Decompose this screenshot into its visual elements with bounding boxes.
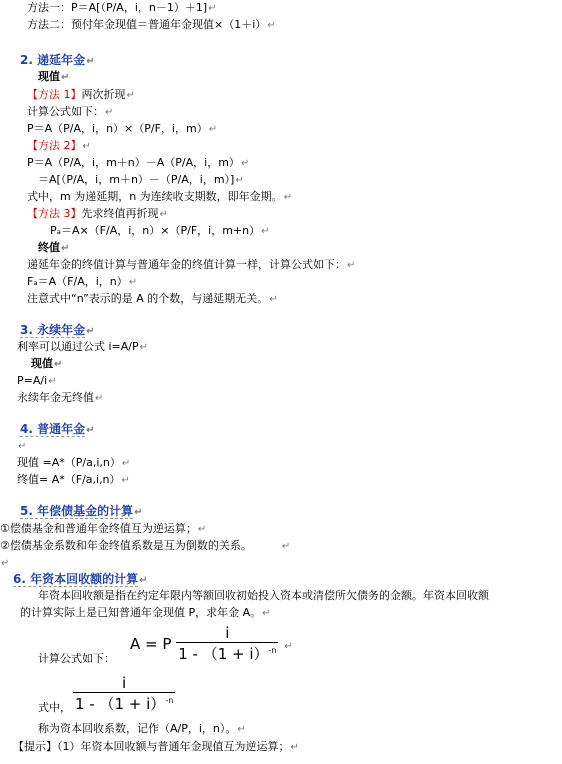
line-no-fv: 永续年金无终值↵ <box>17 391 104 404</box>
label-future-value: 终值↵ <box>38 241 70 254</box>
formula-4: Pₐ＝A×（F/A，i，n）×（P/F，i，m+n）↵ <box>50 224 270 237</box>
formula-8: 终值= A*（F/a,i,n）↵ <box>17 473 130 486</box>
capital-recovery-formula: A = P $\frac{i}{1 - (1 + i)^{-n}}$ ↵ <box>130 624 293 663</box>
line-para-2: 的计算实际上是已知普通年金现值 P，求年金 A。↵ <box>20 606 271 619</box>
line-sinking-2: ②偿债基金系数和年金终值系数是互为倒数的关系。 ↵ <box>0 539 291 552</box>
line-method-1: 方法一：P＝A[（P/A，i，n－1）＋1]↵ <box>27 1 217 14</box>
heading-capital-recovery: 6. 年资本回收额的计算↵ <box>13 572 148 586</box>
formula-3: ＝A[（P/A，i，m＋n）－（P/A，i，m）]↵ <box>38 173 244 186</box>
recovery-coefficient: $\frac{i}{1 - (1 + i)^{-n}}$ <box>75 674 174 713</box>
label-present-value: 现值↵ <box>38 70 70 83</box>
formula-5: Fₐ＝A（F/A，i，n）↵ <box>27 275 138 288</box>
line-called: 称为资本回收系数，记作（A/P，i，n）。↵ <box>38 722 246 735</box>
line-method-a: 【方法 1】两次折现↵ <box>27 88 135 101</box>
line-method-c: 【方法 3】先求终值再折现↵ <box>27 207 168 220</box>
line-sinking-1: ①偿债基金和普通年金终值互为逆运算；↵ <box>0 522 207 535</box>
formula-7: 现值 =A*（P/a,i,n）↵ <box>17 456 131 469</box>
line-tip: 【提示】（1）年资本回收额与普通年金现值互为逆运算；↵ <box>13 740 299 753</box>
formula-1: P＝A（P/A，i，n）×（P/F，i，m）↵ <box>27 122 218 135</box>
line-calc-2: 计算公式如下： <box>38 652 115 665</box>
line-para-1: 年资本回收额是指在约定年限内等额回收初始投入资本或清偿所欠债务的金额。年资本回收额 <box>38 589 489 602</box>
heading-ordinary-annuity: 4. 普通年金↵ <box>20 422 95 436</box>
formula-6: P=A/i↵ <box>17 374 57 387</box>
line-calc: 计算公式如下：↵ <box>27 105 114 118</box>
line-fv-text: 递延年金的终值计算与普通年金的终值计算一样，计算公式如下：↵ <box>27 258 356 271</box>
line-rate: 利率可以通过公式 i=A/P↵ <box>17 340 149 353</box>
line-explanation: 式中，m 为递延期，n 为连续收支期数，即年金期。↵ <box>27 190 293 203</box>
heading-perpetuity: 3. 永续年金↵ <box>20 323 95 337</box>
heading-sinking-fund: 5. 年偿债基金的计算↵ <box>20 504 143 518</box>
label-pv-perpetuity: 现值↵ <box>31 357 63 370</box>
line-method-2: 方法二：预付年金现值＝普通年金现值×（1＋i）↵ <box>27 18 276 31</box>
spacer-line-2: ↵ <box>1 558 10 569</box>
formula-2: P＝A（P/A，i，m＋n）－A（P/A，i，m）↵ <box>27 156 250 169</box>
line-where: 式中， <box>38 701 71 714</box>
line-method-b: 【方法 2】↵ <box>27 139 91 152</box>
line-note: 注意式中“n”表示的是 A 的个数，与递延期无关。↵ <box>27 292 278 305</box>
spacer-line: ↵ <box>18 441 27 452</box>
heading-deferred-annuity: 2. 递延年金↵ <box>20 53 95 67</box>
